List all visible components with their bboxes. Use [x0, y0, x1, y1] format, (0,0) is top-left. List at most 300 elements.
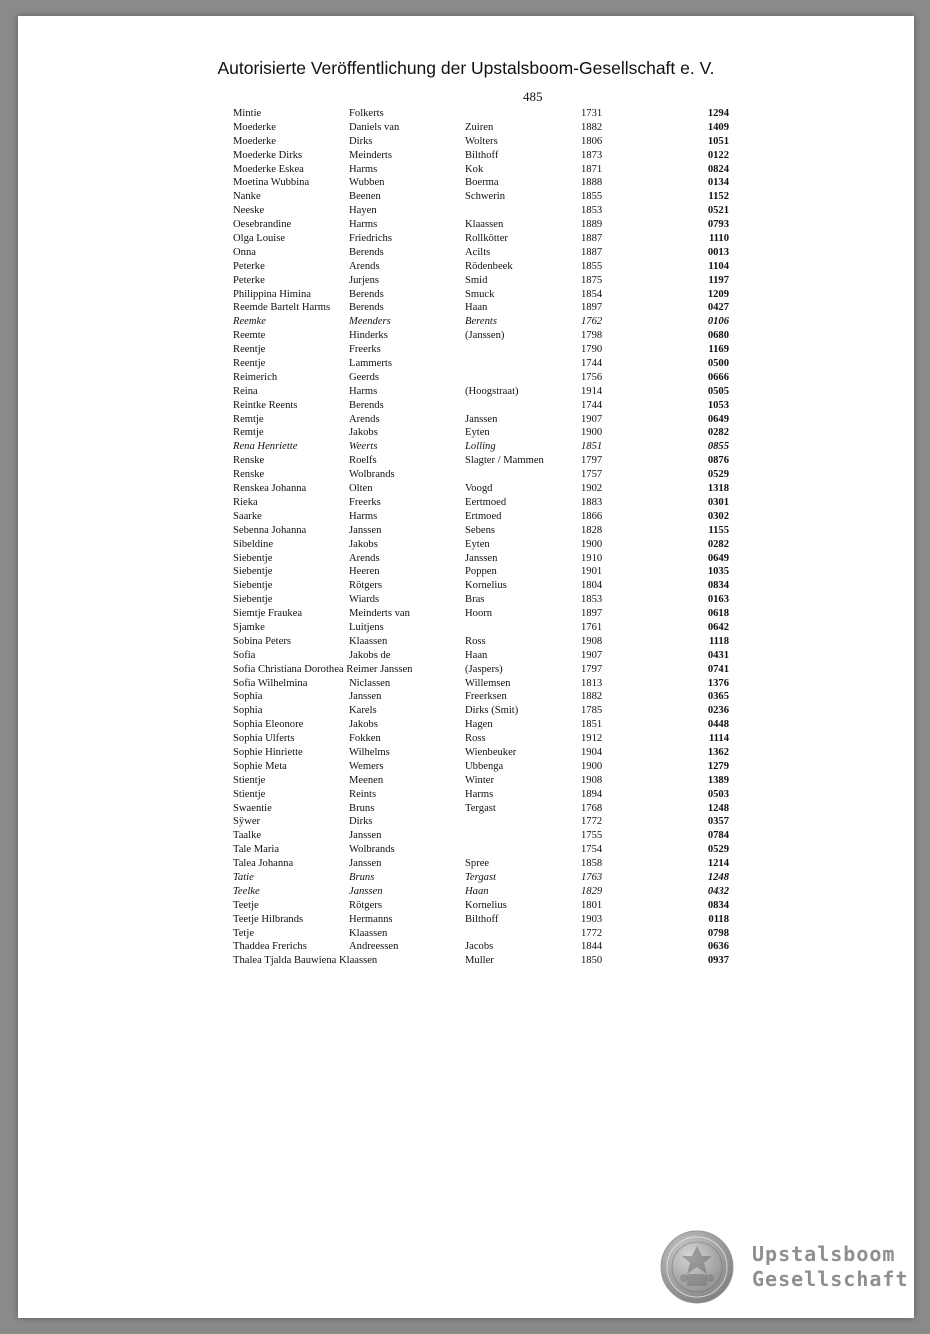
birth-year-cell: 1828	[581, 524, 603, 536]
patronym-cell: Lammerts	[349, 358, 392, 370]
patronym-cell: Niclassen	[349, 677, 391, 689]
given-name-cell: Reintke Reents	[233, 399, 298, 411]
patronym-cell: Hinderks	[349, 330, 388, 342]
surname-cell: Jacobs	[465, 941, 494, 953]
patronym-cell: Arends	[349, 260, 380, 272]
table-row	[233, 954, 733, 968]
entry-number-cell: 1318	[707, 483, 729, 495]
given-name-cell: Oesebrandine	[233, 219, 292, 231]
surname-cell: Spree	[465, 858, 490, 870]
birth-year-cell: 1797	[581, 663, 603, 675]
birth-year-cell: 1882	[581, 121, 603, 133]
entry-number-cell: 0529	[707, 844, 729, 856]
entry-number-cell: 0680	[707, 330, 729, 342]
table-row	[233, 176, 733, 190]
birth-year-cell: 1903	[581, 913, 603, 925]
birth-year-cell: 1762	[581, 316, 603, 328]
surname-cell: Acilts	[465, 246, 491, 258]
surname-cell: Bilthoff	[465, 149, 499, 161]
table-row	[233, 440, 733, 454]
surname-cell: Bilthoff	[465, 913, 499, 925]
entry-number-cell: 0236	[707, 705, 729, 717]
birth-year-cell: 1844	[581, 941, 603, 953]
patronym-cell: Jakobs	[349, 427, 378, 439]
given-name-cell: Teelke	[233, 885, 260, 897]
birth-year-cell: 1897	[581, 608, 603, 620]
table-row	[233, 732, 733, 746]
entry-number-cell: 0302	[707, 510, 729, 522]
entry-number-cell: 1035	[707, 566, 729, 578]
birth-year-cell: 1731	[581, 108, 603, 119]
patronym-cell: Berends	[349, 246, 384, 258]
patronym-cell: Geerds	[349, 371, 380, 383]
entry-number-cell: 0163	[707, 594, 729, 606]
birth-year-cell: 1904	[581, 746, 603, 758]
entry-number-cell: 0793	[707, 219, 729, 231]
patronym-cell: Luitjens	[349, 621, 384, 633]
patronym-cell: Jakobs	[349, 538, 378, 550]
surname-cell: Dirks (Smit)	[465, 705, 519, 717]
entry-number-cell: 1169	[708, 344, 729, 356]
given-name-cell: Taalke	[233, 830, 262, 842]
given-name-cell: Neeske	[233, 205, 265, 217]
given-name-cell: Siemtje Fraukea	[233, 608, 303, 620]
entry-number-cell: 1155	[708, 524, 729, 536]
birth-year-cell: 1889	[581, 219, 603, 231]
surname-cell: Eyten	[465, 538, 490, 550]
entry-number-cell: 1053	[707, 399, 729, 411]
birth-year-cell: 1887	[581, 246, 603, 258]
given-name-cell: Sofia Christiana Dorothea Reimer Janssen	[233, 663, 413, 675]
given-name-cell: Sjamke	[233, 621, 265, 633]
table-row	[233, 357, 733, 371]
table-row	[233, 163, 733, 177]
birth-year-cell: 1851	[581, 719, 603, 731]
patronym-cell: Janssen	[349, 524, 382, 536]
entry-number-cell: 0784	[707, 830, 729, 842]
surname-cell: Smuck	[465, 288, 495, 300]
birth-year-cell: 1763	[581, 871, 603, 883]
surname-cell: Ertmoed	[465, 510, 502, 522]
given-name-cell: Siebentje	[233, 580, 273, 592]
birth-year-cell: 1798	[581, 330, 603, 342]
patronym-cell: Hayen	[349, 205, 377, 217]
birth-year-cell: 1875	[581, 274, 603, 286]
patronym-cell: Karels	[349, 705, 377, 717]
entry-number-cell: 1389	[707, 774, 729, 786]
entry-number-cell: 1051	[707, 135, 729, 147]
patronym-cell: Harms	[349, 385, 378, 397]
birth-year-cell: 1853	[581, 594, 603, 606]
given-name-cell: Moederke	[233, 121, 276, 133]
table-row	[233, 593, 733, 607]
entry-number-cell: 1214	[707, 858, 729, 870]
table-row	[233, 829, 733, 843]
birth-year-cell: 1804	[581, 580, 603, 592]
table-row	[233, 857, 733, 871]
table-row	[233, 552, 733, 566]
surname-cell: Wolters	[465, 135, 498, 147]
birth-year-cell: 1806	[581, 135, 603, 147]
table-row	[233, 218, 733, 232]
birth-year-cell: 1754	[581, 844, 603, 856]
given-name-cell: Sofia	[233, 649, 256, 661]
entry-number-cell: 0301	[707, 496, 729, 508]
table-row	[233, 843, 733, 857]
entry-number-cell: 1409	[707, 121, 729, 133]
table-row	[233, 663, 733, 677]
given-name-cell: Sofia Wilhelmina	[233, 677, 308, 689]
surname-cell: Lolling	[465, 441, 496, 453]
birth-year-cell: 1744	[581, 399, 603, 411]
table-row	[233, 565, 733, 579]
birth-year-cell: 1900	[581, 760, 603, 772]
birth-year-cell: 1797	[581, 455, 603, 467]
given-name-cell: Philippina Himina	[233, 288, 311, 300]
given-name-cell: Siebentje	[233, 566, 273, 578]
birth-year-cell: 1902	[581, 483, 603, 495]
birth-year-cell: 1853	[581, 205, 603, 217]
table-row	[233, 635, 733, 649]
surname-cell: Smid	[465, 274, 488, 286]
patronym-cell: Rötgers	[349, 899, 382, 911]
given-name-cell: Reentje	[233, 344, 266, 356]
given-name-cell: Olga Louise	[233, 233, 286, 245]
surname-cell: Muller	[465, 955, 494, 967]
birth-year-cell: 1772	[581, 927, 603, 939]
entry-number-cell: 0118	[708, 913, 729, 925]
surname-cell: Winter	[465, 774, 494, 786]
surname-cell: (Hoogstraat)	[465, 385, 519, 397]
surname-cell: Kornelius	[465, 899, 507, 911]
patronym-cell: Meinderts	[349, 149, 392, 161]
entry-number-cell: 0642	[707, 621, 729, 633]
table-row	[233, 940, 733, 954]
given-name-cell: Sÿwer	[233, 816, 261, 828]
surname-cell: Freerksen	[465, 691, 507, 703]
logo-line-1: Upstalsboom	[752, 1242, 896, 1266]
birth-year-cell: 1907	[581, 649, 603, 661]
entry-number-cell: 0431	[707, 649, 729, 661]
table-row	[233, 288, 733, 302]
entry-number-cell: 0013	[707, 246, 729, 258]
entry-number-cell: 0282	[707, 427, 729, 439]
entry-number-cell: 0122	[707, 149, 729, 161]
table-row	[233, 315, 733, 329]
birth-year-cell: 1900	[581, 427, 603, 439]
entry-number-cell: 1209	[707, 288, 729, 300]
society-logo	[660, 1230, 909, 1304]
table-row	[233, 343, 733, 357]
given-name-cell: Tale Maria	[233, 844, 280, 856]
patronym-cell: Klaassen	[349, 635, 388, 647]
surname-cell: Haan	[465, 885, 489, 897]
patronym-cell: Berends	[349, 288, 384, 300]
table-row	[233, 913, 733, 927]
patronym-cell: Jakobs	[349, 719, 378, 731]
entry-number-cell: 0503	[707, 788, 729, 800]
table-row	[233, 274, 733, 288]
table-row	[233, 579, 733, 593]
patronym-cell: Reints	[349, 788, 377, 800]
table-row	[233, 496, 733, 510]
surname-cell: Rollkötter	[465, 233, 508, 245]
given-name-cell: Stientje	[233, 774, 266, 786]
entry-number-cell: 0855	[707, 441, 729, 453]
patronym-cell: Wubben	[349, 177, 385, 189]
birth-year-cell: 1900	[581, 538, 603, 550]
surname-cell: Sebens	[465, 524, 496, 536]
surname-cell: Wienbeuker	[465, 746, 517, 758]
surname-cell: Janssen	[465, 413, 498, 425]
table-row	[233, 329, 733, 343]
given-name-cell: Moederke	[233, 135, 276, 147]
patronym-cell: Beenen	[349, 191, 381, 203]
given-name-cell: Swaentie	[233, 802, 272, 814]
birth-year-cell: 1871	[581, 163, 603, 175]
given-name-cell: Tetje	[233, 927, 255, 939]
given-name-cell: Renskea Johanna	[233, 483, 307, 495]
given-name-cell: Remtje	[233, 413, 264, 425]
patronym-cell: Meenen	[349, 774, 384, 786]
given-name-cell: Sebenna Johanna	[233, 524, 307, 536]
birth-year-cell: 1850	[581, 955, 603, 967]
birth-year-cell: 1772	[581, 816, 603, 828]
patronym-cell: Friedrichs	[349, 233, 392, 245]
patronym-cell: Harms	[349, 163, 378, 175]
table-row	[233, 677, 733, 691]
table-row	[233, 927, 733, 941]
document-page	[18, 16, 914, 1318]
table-row	[233, 190, 733, 204]
surname-cell: Harms	[465, 788, 494, 800]
birth-year-cell: 1866	[581, 510, 603, 522]
patronym-cell: Weerts	[349, 441, 378, 453]
table-row	[233, 510, 733, 524]
table-row	[233, 815, 733, 829]
entry-number-cell: 1248	[707, 871, 729, 883]
patronym-cell: Meinderts van	[349, 608, 410, 620]
logo-line-2: Gesellschaft	[752, 1267, 909, 1291]
given-name-cell: Siebentje	[233, 594, 273, 606]
given-name-cell: Peterke	[233, 260, 265, 272]
table-row	[233, 607, 733, 621]
surname-cell: Berents	[465, 316, 497, 328]
given-name-cell: Sophia	[233, 705, 263, 717]
given-name-cell: Sibeldine	[233, 538, 274, 550]
patronym-cell: Bruns	[349, 802, 375, 814]
table-row	[233, 760, 733, 774]
given-name-cell: Moederke Eskea	[233, 163, 304, 175]
given-name-cell: Onna	[233, 246, 256, 258]
patronym-cell: Bruns	[349, 871, 375, 883]
birth-year-cell: 1901	[581, 566, 603, 578]
patronym-cell: Olten	[349, 483, 373, 495]
patronym-cell: Janssen	[349, 691, 382, 703]
surname-cell: Hagen	[465, 719, 493, 731]
patronym-cell: Fokken	[349, 733, 381, 745]
given-name-cell: Renske	[233, 469, 265, 481]
birth-year-cell: 1907	[581, 413, 603, 425]
birth-year-cell: 1761	[581, 621, 603, 633]
given-name-cell: Talea Johanna	[233, 858, 294, 870]
patronym-cell: Dirks	[349, 135, 373, 147]
patronym-cell: Meenders	[349, 316, 391, 328]
birth-year-cell: 1768	[581, 802, 603, 814]
given-name-cell: Reentje	[233, 358, 266, 370]
table-row	[233, 454, 733, 468]
birth-year-cell: 1912	[581, 733, 603, 745]
entry-number-cell: 0798	[707, 927, 729, 939]
page-number: 485	[523, 89, 543, 104]
given-name-cell: Teetje Hilbrands	[233, 913, 304, 925]
patronym-cell: Rötgers	[349, 580, 382, 592]
birth-year-cell: 1894	[581, 788, 603, 800]
table-row	[233, 301, 733, 315]
given-name-cell: Renske	[233, 455, 265, 467]
entry-number-cell: 1362	[707, 746, 729, 758]
entry-number-cell: 0427	[707, 302, 729, 314]
table-row	[233, 385, 733, 399]
surname-cell: Kok	[465, 163, 484, 175]
entry-number-cell: 0505	[707, 385, 729, 397]
given-name-cell: Reemde Bartelt Harms	[233, 302, 331, 314]
given-name-cell: Peterke	[233, 274, 265, 286]
surname-cell: Ross	[465, 635, 486, 647]
birth-year-cell: 1858	[581, 858, 603, 870]
entry-number-cell: 1279	[707, 760, 729, 772]
entry-number-cell: 0521	[707, 205, 729, 217]
patronym-cell: Freerks	[349, 344, 381, 356]
given-name-cell: Siebentje	[233, 552, 273, 564]
table-row	[233, 121, 733, 135]
patronym-cell: Janssen	[349, 885, 383, 897]
given-name-cell: Mintie	[233, 108, 262, 119]
surname-cell: Poppen	[465, 566, 497, 578]
birth-year-cell: 1790	[581, 344, 603, 356]
surname-cell: Tergast	[465, 871, 497, 883]
patronym-cell: Heeren	[349, 566, 380, 578]
entry-number-cell: 0618	[707, 608, 729, 620]
entry-number-cell: 1152	[708, 191, 729, 203]
patronym-cell: Roelfs	[349, 455, 377, 467]
logo-text	[752, 1242, 909, 1292]
given-name-cell: Tatie	[233, 871, 254, 883]
birth-year-cell: 1855	[581, 191, 603, 203]
given-name-cell: Reemke	[233, 316, 266, 328]
patronym-cell: Wiards	[349, 594, 380, 606]
entry-number-cell: 0448	[707, 719, 729, 731]
birth-year-cell: 1914	[581, 385, 603, 397]
entry-number-cell: 1376	[707, 677, 729, 689]
given-name-cell: Sophie Meta	[233, 760, 287, 772]
given-name-cell: Sophia	[233, 691, 263, 703]
given-name-cell: Rena Henriette	[233, 441, 298, 453]
patronym-cell: Wilhelms	[349, 746, 390, 758]
birth-year-cell: 1908	[581, 774, 603, 786]
entry-number-cell: 1118	[708, 635, 729, 647]
entry-number-cell: 1197	[708, 274, 729, 286]
patronym-cell: Harms	[349, 219, 378, 231]
given-name-cell: Sophie Hinriette	[233, 746, 303, 758]
given-name-cell: Thalea Tjalda Bauwiena Klaassen	[233, 955, 378, 967]
birth-year-cell: 1908	[581, 635, 603, 647]
surname-cell: Hoorn	[465, 608, 493, 620]
table-row	[233, 246, 733, 260]
surname-cell: Boerma	[465, 177, 499, 189]
table-row	[233, 482, 733, 496]
patronym-cell: Harms	[349, 510, 378, 522]
patronym-cell: Hermanns	[349, 913, 393, 925]
entry-number-cell: 0134	[707, 177, 729, 189]
birth-year-cell: 1813	[581, 677, 603, 689]
given-name-cell: Teetje	[233, 899, 259, 911]
table-row	[233, 690, 733, 704]
given-name-cell: Sobina Peters	[233, 635, 291, 647]
patronym-cell: Berends	[349, 399, 384, 411]
birth-year-cell: 1829	[581, 885, 603, 897]
table-row	[233, 371, 733, 385]
given-name-cell: Sophia Ulferts	[233, 733, 295, 745]
surname-cell: Zuiren	[465, 121, 494, 133]
table-row	[233, 524, 733, 538]
seal-icon	[660, 1230, 734, 1304]
page-header: Autorisierte Veröffentlichung der Upstalsboom-Gesellschaft e. V.	[217, 58, 715, 78]
surname-cell: (Janssen)	[465, 330, 505, 342]
patronym-cell: Klaassen	[349, 927, 388, 939]
birth-year-cell: 1873	[581, 149, 603, 161]
entry-number-cell: 1104	[708, 260, 729, 272]
entry-number-cell: 0282	[707, 538, 729, 550]
given-name-cell: Nanke	[233, 191, 261, 203]
entry-number-cell: 0649	[707, 552, 729, 564]
patronym-cell: Daniels van	[349, 121, 400, 133]
entry-number-cell: 0937	[707, 955, 729, 967]
table-row	[233, 885, 733, 899]
table-row	[233, 232, 733, 246]
surname-cell: Ross	[465, 733, 486, 745]
table-row	[233, 871, 733, 885]
entry-number-cell: 0741	[707, 663, 729, 675]
birth-year-cell: 1851	[581, 441, 603, 453]
given-name-cell: Reina	[233, 385, 258, 397]
table-row	[233, 649, 733, 663]
entry-number-cell: 0666	[707, 371, 729, 383]
entry-number-cell: 0529	[707, 469, 729, 481]
given-name-cell: Sophia Eleonore	[233, 719, 304, 731]
birth-year-cell: 1887	[581, 233, 603, 245]
birth-year-cell: 1755	[581, 830, 603, 842]
table-row	[233, 704, 733, 718]
surname-cell: Ubbenga	[465, 760, 504, 772]
patronym-cell: Jakobs de	[349, 649, 391, 661]
table-row	[233, 538, 733, 552]
surname-cell: Haan	[465, 649, 488, 661]
table-row	[233, 774, 733, 788]
birth-year-cell: 1854	[581, 288, 603, 300]
table-row	[233, 621, 733, 635]
birth-year-cell: 1883	[581, 496, 603, 508]
surname-cell: Haan	[465, 302, 488, 314]
table-row	[233, 204, 733, 218]
given-name-cell: Saarke	[233, 510, 262, 522]
table-row	[233, 399, 733, 413]
birth-year-cell: 1785	[581, 705, 603, 717]
surname-cell: Kornelius	[465, 580, 507, 592]
patronym-cell: Dirks	[349, 816, 373, 828]
surname-cell: (Jaspers)	[465, 663, 503, 675]
table-row	[233, 413, 733, 427]
